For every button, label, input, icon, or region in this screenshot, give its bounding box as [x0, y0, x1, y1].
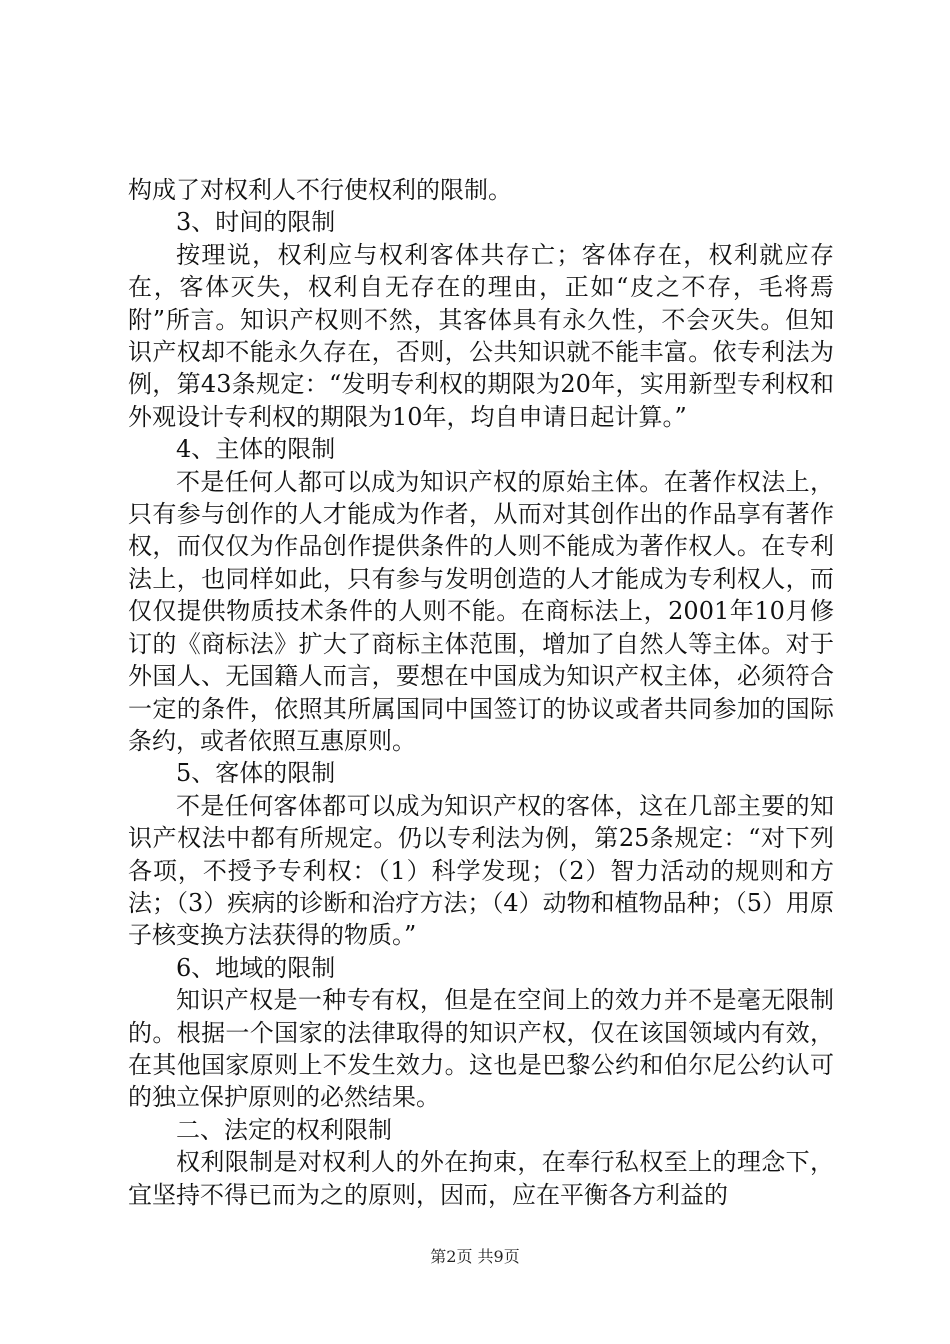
paragraph: 按理说，权利应与权利客体共存亡；客体存在，权利就应存在，客体灭失，权利自无存在的理由，正如“皮之不存，毛将焉附”所言。知识产权则不然，其客体具有永久性，不会灭失。但知识产权却不能永久存在，否则，公共知识就不能丰富。依专利法为例，第43条规定：“发明专利权的期限为20年，实用新型专利权和外观设计专利权的期限为10年，均自申请日起计算。”: [128, 240, 834, 431]
paragraph: 不是任何人都可以成为知识产权的原始主体。在著作权法上，只有参与创作的人才能成为作者，从而对其创作出的作品享有著作权，而仅仅为作品创作提供条件的人则不能成为著作权人。在专利法上，也同样如此，只有参与发明创造的人才能成为专利权人，而仅仅提供物质技术条件的人则不能。在商标法上，2001年10月修订的《商标法》扩大了商标主体范围，增加了自然人等主体。对于外国人、无国籍人而言，要想在中国成为知识产权主体，必须符合一定的条件，依照其所属国同中国签订的协议或者共同参加的国际条约，或者依照互惠原则。: [128, 467, 834, 755]
document-body: [128, 174, 834, 1211]
section-heading: 5、客体的限制: [176, 759, 336, 788]
section-heading: 二、法定的权利限制: [176, 1115, 392, 1144]
page-number-footer: 第2页 共9页: [430, 1247, 520, 1266]
paragraph: 权利限制是对权利人的外在拘束，在奉行私权至上的理念下，宜坚持不得已而为之的原则，因而，应在平衡各方利益的: [128, 1148, 834, 1209]
section-heading: 3、时间的限制: [176, 208, 336, 237]
section-heading: 6、地域的限制: [176, 953, 336, 982]
paragraph: 不是任何客体都可以成为知识产权的客体，这在几部主要的知识产权法中都有所规定。仍以专利法为例，第25条规定：“对下列各项，不授予专利权：（1）科学发现；（2）智力活动的规则和方法；（3）疾病的诊断和治疗方法；（4）动物和植物品种；（5）用原子核变换方法获得的物质。”: [128, 791, 834, 950]
paragraph: 构成了对权利人不行使权利的限制。: [128, 176, 512, 204]
section-heading: 4、主体的限制: [176, 435, 336, 464]
paragraph: 知识产权是一种专有权，但是在空间上的效力并不是毫无限制的。根据一个国家的法律取得的知识产权，仅在该国领域内有效，在其他国家原则上不发生效力。这也是巴黎公约和伯尔尼公约认可的独立保护原则的必然结果。: [128, 986, 834, 1112]
